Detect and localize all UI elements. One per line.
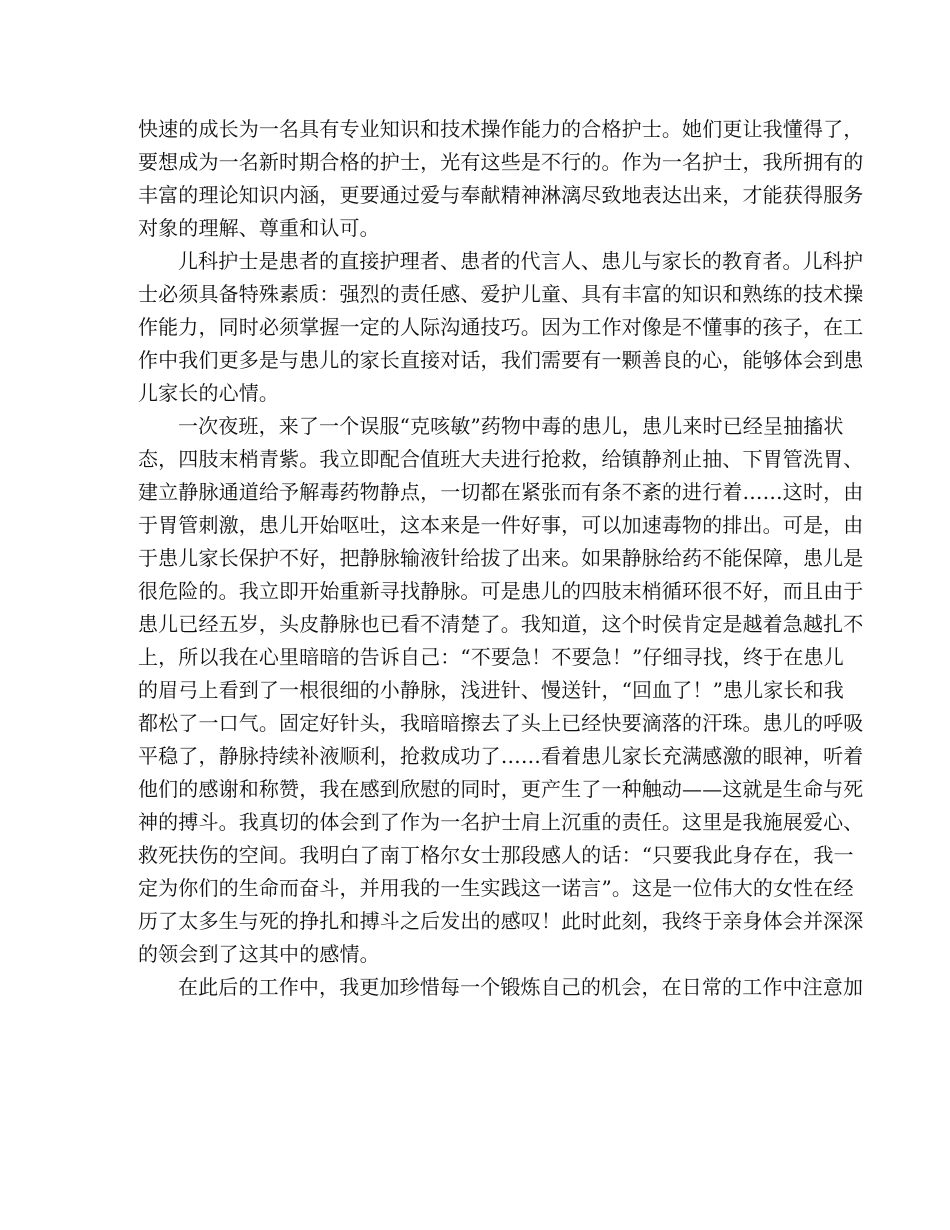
text-line: 建立静脉通道给予解毒药物静点，一切都在紧张而有条不紊的进行着……这时，由 bbox=[138, 480, 864, 504]
text-line: 历了太多生与死的挣扎和搏斗之后发出的感叹！此时此刻，我终于亲身体会并深深 bbox=[138, 909, 864, 933]
text-line: 态，四肢末梢青紫。我立即配合值班大夫进行抢救，给镇静剂止抽、下胃管洗胃、 bbox=[138, 447, 864, 471]
text-line: 在此后的工作中，我更加珍惜每一个锻炼自己的机会，在日常的工作中注意加 bbox=[178, 975, 864, 999]
text-line: 他们的感谢和称赞，我在感到欣慰的同时，更产生了一种触动——这就是生命与死 bbox=[138, 777, 864, 801]
text-line: 平稳了，静脉持续补液顺利，抢救成功了……看着患儿家长充满感激的眼神，听着 bbox=[138, 744, 864, 768]
text-line: 一次夜班，来了一个误服“克咳敏”药物中毒的患儿，患儿来时已经呈抽搐状 bbox=[178, 414, 844, 438]
text-line: 救死扶伤的空间。我明白了南丁格尔女士那段感人的话：“只要我此身存在，我一 bbox=[138, 843, 854, 867]
paragraph-2 bbox=[138, 245, 864, 410]
text-line: 都松了一口气。固定好针头，我暗暗擦去了头上已经快要滴落的汗珠。患儿的呼吸 bbox=[138, 711, 864, 735]
text-line: 丰富的理论知识内涵，更要通过爱与奉献精神淋漓尽致地表达出来，才能获得服务 bbox=[138, 183, 864, 207]
text-line: 的领会到了这其中的感情。 bbox=[138, 942, 380, 966]
text-line: 儿科护士是患者的直接护理者、患者的代言人、患儿与家长的教育者。儿科护 bbox=[178, 249, 864, 273]
text-line: 对象的理解、尊重和认可。 bbox=[138, 216, 380, 240]
paragraph-3 bbox=[138, 410, 864, 971]
text-line: 儿家长的心情。 bbox=[138, 381, 280, 405]
text-line: 作能力，同时必须掌握一定的人际沟通技巧。因为工作对像是不懂事的孩子，在工 bbox=[138, 315, 864, 339]
text-line: 的眉弓上看到了一根很细的小静脉，浅进针、慢送针，“回血了！”患儿家长和我 bbox=[138, 678, 844, 702]
document-body bbox=[138, 113, 864, 1004]
text-line: 神的搏斗。我真切的体会到了作为一名护士肩上沉重的责任。这里是我施展爱心、 bbox=[138, 810, 864, 834]
text-line: 士必须具备特殊素质：强烈的责任感、爱护儿童、具有丰富的知识和熟练的技术操 bbox=[138, 282, 864, 306]
text-line: 要想成为一名新时期合格的护士，光有这些是不行的。作为一名护士，我所拥有的 bbox=[138, 150, 864, 174]
text-line: 作中我们更多是与患儿的家长直接对话，我们需要有一颗善良的心，能够体会到患 bbox=[138, 348, 864, 372]
text-line: 患儿已经五岁，头皮静脉也已看不清楚了。我知道，这个时侯肯定是越着急越扎不 bbox=[138, 612, 864, 636]
text-line: 上，所以我在心里暗暗的告诉自己：“不要急！不要急！”仔细寻找，终于在患儿 bbox=[138, 645, 844, 669]
paragraph-1 bbox=[138, 113, 864, 245]
text-line: 于胃管刺激，患儿开始呕吐，这本来是一件好事，可以加速毒物的排出。可是，由 bbox=[138, 513, 864, 537]
text-line: 于患儿家长保护不好，把静脉输液针给拔了出来。如果静脉给药不能保障，患儿是 bbox=[138, 546, 864, 570]
text-line: 很危险的。我立即开始重新寻找静脉。可是患儿的四肢末梢循环很不好，而且由于 bbox=[138, 579, 864, 603]
text-line: 定为你们的生命而奋斗，并用我的一生实践这一诺言”。这是一位伟大的女性在经 bbox=[138, 876, 854, 900]
paragraph-4 bbox=[138, 971, 864, 1004]
text-line: 快速的成长为一名具有专业知识和技术操作能力的合格护士。她们更让我懂得了， bbox=[138, 117, 864, 141]
